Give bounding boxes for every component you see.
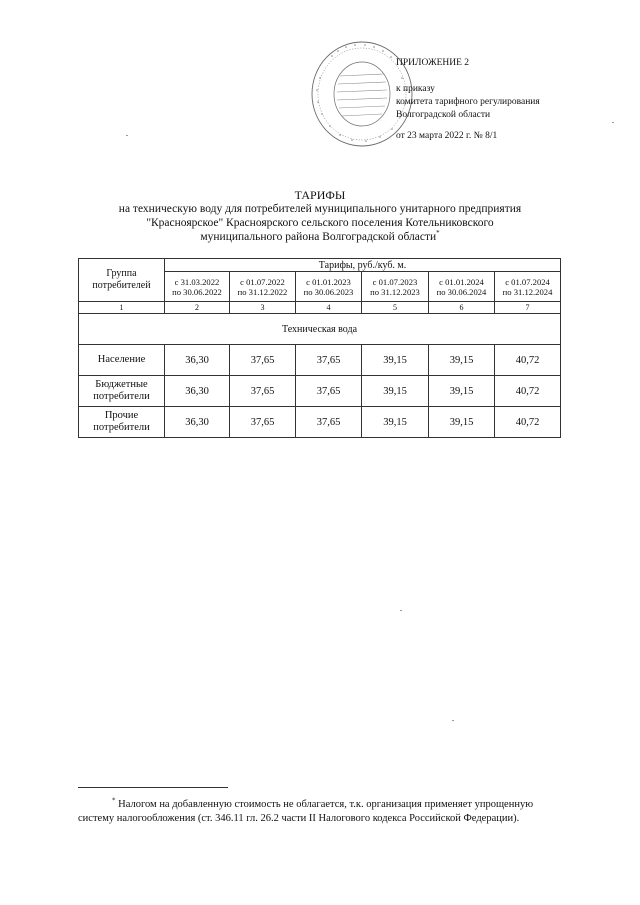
section-technical-water: Техническая вода — [79, 314, 561, 345]
tariff-value: 37,65 — [296, 345, 362, 376]
footnote-text: Налогом на добавленную стоимость не облагается, т.к. организация применяет упрощенную систему налогообложения (ст. 346.11 гл. 26.2 части II Налогового кодекса Российской Федерации). — [78, 799, 534, 824]
period-to: по 30.06.2023 — [303, 286, 354, 297]
tariff-value: 37,65 — [230, 376, 296, 407]
period-from: с 01.07.2023 — [372, 276, 418, 287]
title-line-3-text: муниципального района Волгоградской области — [200, 231, 437, 243]
document-title — [0, 188, 640, 244]
table-row — [79, 376, 561, 407]
row-label: Бюджетные потребители — [79, 376, 165, 407]
title-line-1: на техническую воду для потребителей муниципального унитарного предприятия — [118, 203, 522, 215]
title-line-2: "Красноярское" Красноярского сельского поселения Котельниковского — [146, 217, 494, 229]
column-number-row — [79, 302, 561, 314]
title-main: ТАРИФЫ — [294, 188, 346, 202]
tariff-value: 39,15 — [362, 345, 429, 376]
period-header — [296, 272, 362, 302]
table-row — [79, 407, 561, 438]
section-row — [79, 314, 561, 345]
column-number: 5 — [362, 302, 429, 314]
tariff-value: 36,30 — [165, 376, 230, 407]
tariff-value: 37,65 — [230, 407, 296, 438]
period-to: по 31.12.2022 — [237, 286, 288, 297]
tariff-table — [78, 258, 561, 438]
scan-speck — [126, 135, 128, 136]
approval-line-1: к приказу — [396, 84, 435, 94]
footnote — [78, 798, 560, 826]
period-to: по 30.06.2024 — [436, 286, 487, 297]
period-header — [230, 272, 296, 302]
period-to: по 31.12.2024 — [502, 286, 553, 297]
period-header — [429, 272, 495, 302]
tariff-value: 37,65 — [296, 376, 362, 407]
approval-line-3: Волгоградской области — [396, 110, 491, 120]
period-header — [165, 272, 230, 302]
column-number: 2 — [165, 302, 230, 314]
title-footnote-mark: * — [436, 229, 440, 238]
scan-speck — [612, 122, 614, 123]
tariff-value: 39,15 — [362, 407, 429, 438]
period-from: с 01.07.2024 — [505, 276, 550, 287]
tariff-value: 37,65 — [230, 345, 296, 376]
period-header — [495, 272, 561, 302]
tariff-value: 40,72 — [495, 407, 561, 438]
tariff-value: 39,15 — [362, 376, 429, 407]
column-number: 6 — [429, 302, 495, 314]
tariff-value: 36,30 — [165, 345, 230, 376]
column-number: 1 — [79, 302, 165, 314]
tariff-value: 37,65 — [296, 407, 362, 438]
column-number: 7 — [495, 302, 561, 314]
header-consumer-group: Группа потребителей — [79, 259, 165, 302]
footnote-separator — [78, 787, 228, 788]
period-to: по 30.06.2022 — [172, 286, 222, 297]
scan-speck — [452, 720, 454, 721]
row-label: Население — [79, 345, 165, 376]
appendix-heading: ПРИЛОЖЕНИЕ 2 — [396, 58, 470, 68]
tariff-value: 40,72 — [495, 376, 561, 407]
column-number: 3 — [230, 302, 296, 314]
period-from: с 01.01.2023 — [306, 276, 351, 287]
period-header — [362, 272, 429, 302]
tariff-value: 39,15 — [429, 376, 495, 407]
approval-line-2: комитета тарифного регулирования — [396, 97, 540, 107]
table-row — [79, 345, 561, 376]
header-tariffs: Тарифы, руб./куб. м. — [165, 259, 561, 272]
period-to: по 31.12.2023 — [370, 286, 420, 297]
period-from: с 31.03.2022 — [174, 276, 220, 287]
footnote-mark: * — [112, 796, 116, 805]
title-line-3 — [0, 230, 640, 244]
scan-speck — [400, 610, 402, 611]
period-from: с 01.01.2024 — [439, 276, 484, 287]
period-from: с 01.07.2022 — [240, 276, 285, 287]
row-label: Прочие потребители — [79, 407, 165, 438]
approval-date-number: от 23 марта 2022 г. № 8/1 — [396, 131, 498, 141]
tariff-value: 40,72 — [495, 345, 561, 376]
column-number: 4 — [296, 302, 362, 314]
tariff-value: 39,15 — [429, 407, 495, 438]
tariff-value: 36,30 — [165, 407, 230, 438]
tariff-value: 39,15 — [429, 345, 495, 376]
